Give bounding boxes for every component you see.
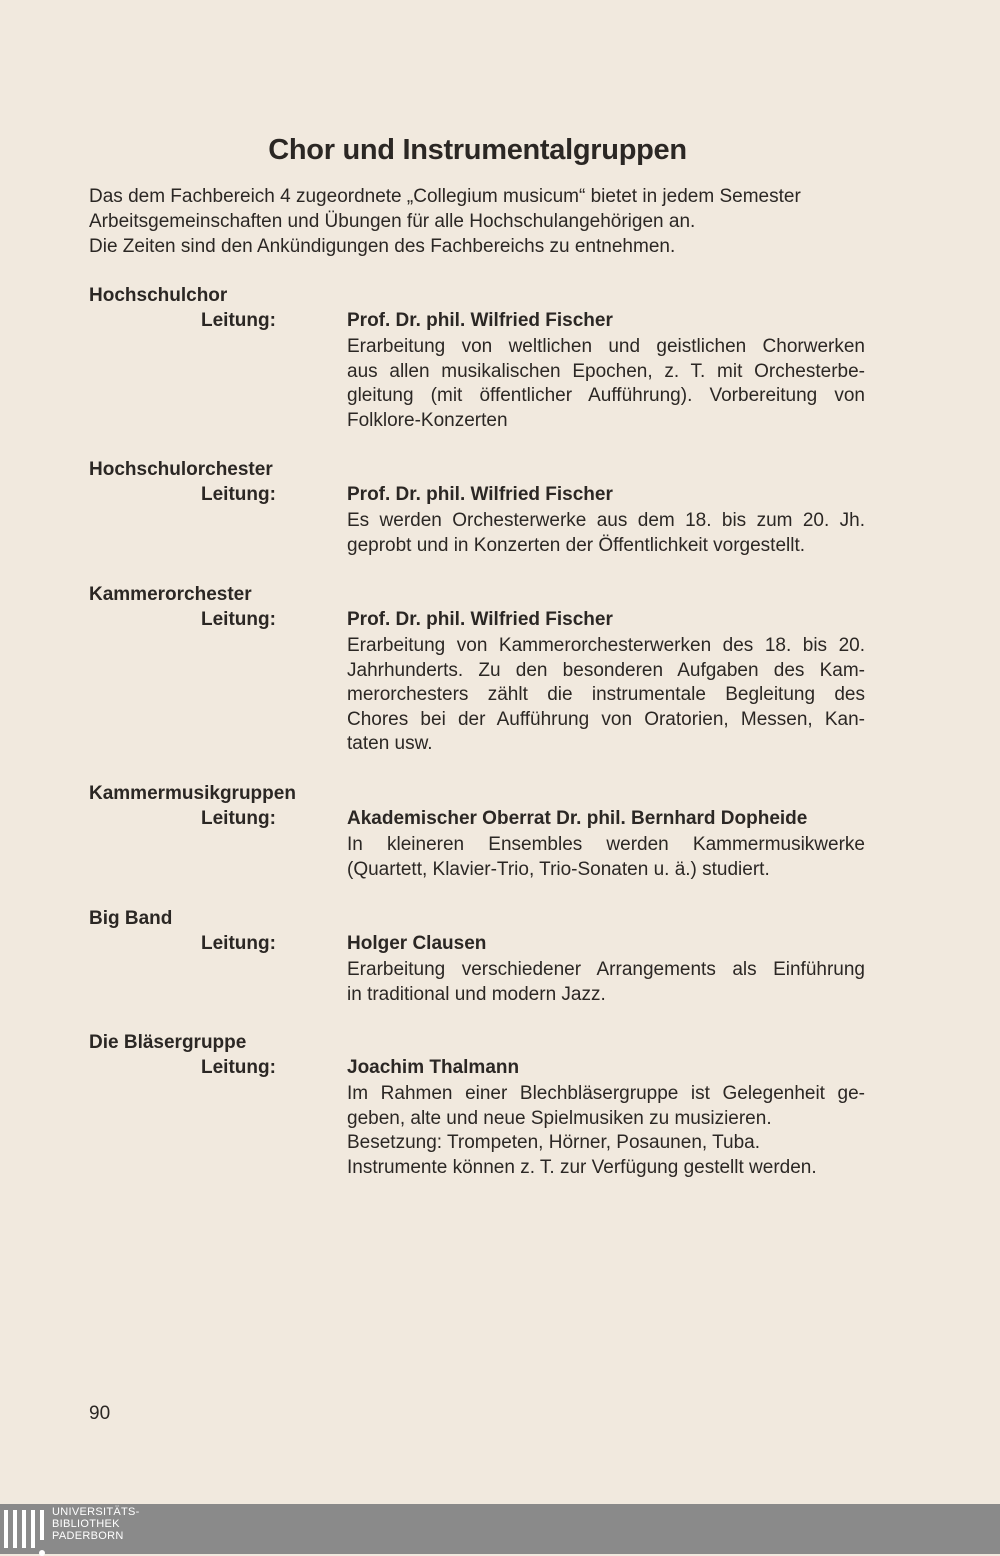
section-heading: Kammerorchester [89,584,252,605]
leitung-label: Leitung: [201,609,276,630]
description-line: Erarbeitung von weltlichen und geistlichen Chorwerken [347,336,865,357]
intro-line: Arbeitsgemeinschaften und Übungen für alle Hochschulangehörigen an. [89,211,696,232]
section-description [347,833,865,882]
leitung-row [89,607,889,633]
section-description [347,335,865,433]
library-name-line: BIBLIOTHEK [52,1518,120,1530]
description-line: in traditional und modern Jazz. [347,983,606,1005]
leitung-label: Leitung: [201,933,276,954]
leitung-row [89,931,889,957]
leitung-label: Leitung: [201,808,276,829]
description-line: Instrumente können z. T. zur Verfügung gestellt werden. [347,1156,817,1178]
leader-name: Prof. Dr. phil. Wilfried Fischer [347,609,613,630]
leader-name: Akademischer Oberrat Dr. phil. Bernhard Dopheide [347,808,808,829]
description-line: Im Rahmen einer Blechbläsergruppe ist Gelegenheit ge- [347,1083,865,1104]
section-description [347,958,865,1007]
library-name-line: UNIVERSITÄTS- [52,1506,140,1518]
page-title: Chor und Instrumentalgruppen [268,134,687,166]
description-line: Erarbeitung verschiedener Arrangements als Einführung [347,959,865,980]
leader-name: Prof. Dr. phil. Wilfried Fischer [347,310,613,331]
library-logo-icon [4,1510,48,1550]
section-kammerorchester [89,582,889,757]
leader-name: Prof. Dr. phil. Wilfried Fischer [347,484,613,505]
description-line: merorchesters zählt die instrumentale Begleitung des [347,684,865,706]
section-description [347,1082,865,1180]
description-line: In kleineren Ensembles werden Kammermusikwerke [347,834,865,855]
library-name [52,1506,140,1542]
leader-name: Joachim Thalmann [347,1057,520,1078]
description-line: Chores bei der Aufführung von Oratorien, Messen, Kan- [347,708,865,730]
section-heading: Kammermusikgruppen [89,783,296,804]
leitung-label: Leitung: [201,310,276,331]
description-line: geben, alte und neue Spielmusiken zu musizieren. [347,1107,772,1129]
leitung-label: Leitung: [201,1057,276,1078]
page-number: 90 [89,1403,111,1424]
intro-line: Das dem Fachbereich 4 zugeordnete „Collegium musicum“ bietet in jedem Semester [89,186,801,207]
intro-line: Die Zeiten sind den Ankündigungen des Fachbereichs zu entnehmen. [89,236,676,257]
section-hochschulchor [89,283,889,433]
section-heading: Die Bläsergruppe [89,1032,247,1053]
description-line: aus allen musikalischen Epochen, z. T. mit Orchesterbe- [347,360,865,382]
section-heading: Hochschulorchester [89,459,273,480]
leitung-row [89,1055,889,1081]
description-line: (Quartett, Klavier-Trio, Trio-Sonaten u. ä.) studiert. [347,858,770,880]
section-hochschulorchester [89,457,889,558]
description-line: taten usw. [347,733,433,755]
section-big-band [89,906,889,1007]
section-heading: Big Band [89,908,173,929]
leader-name: Holger Clausen [347,933,487,954]
section-blaesergruppe [89,1030,889,1180]
description-line: Besetzung: Trompeten, Hörner, Posaunen, Tuba. [347,1132,760,1154]
description-line: gleitung (mit öffentlicher Aufführung). Vorbereitung von [347,385,865,407]
section-description [347,634,865,757]
section-heading: Hochschulchor [89,285,228,306]
description-line: Jahrhunderts. Zu den besonderen Aufgaben des Kam- [347,659,865,681]
leitung-row [89,806,889,832]
leitung-row [89,482,889,508]
description-line: Folklore-Konzerten [347,409,508,431]
section-description [347,509,865,558]
section-kammermusikgruppen [89,781,889,882]
description-line: Erarbeitung von Kammerorchesterwerken des 18. bis 20. [347,635,865,656]
description-line: Es werden Orchesterwerke aus dem 18. bis zum 20. Jh. [347,510,865,531]
library-name-line: PADERBORN [52,1530,124,1542]
leitung-label: Leitung: [201,484,276,505]
intro-paragraph [89,184,879,259]
description-line: geprobt und in Konzerten der Öffentlichkeit vorgestellt. [347,534,806,556]
library-footer [0,1504,1000,1554]
leitung-row [89,308,889,334]
